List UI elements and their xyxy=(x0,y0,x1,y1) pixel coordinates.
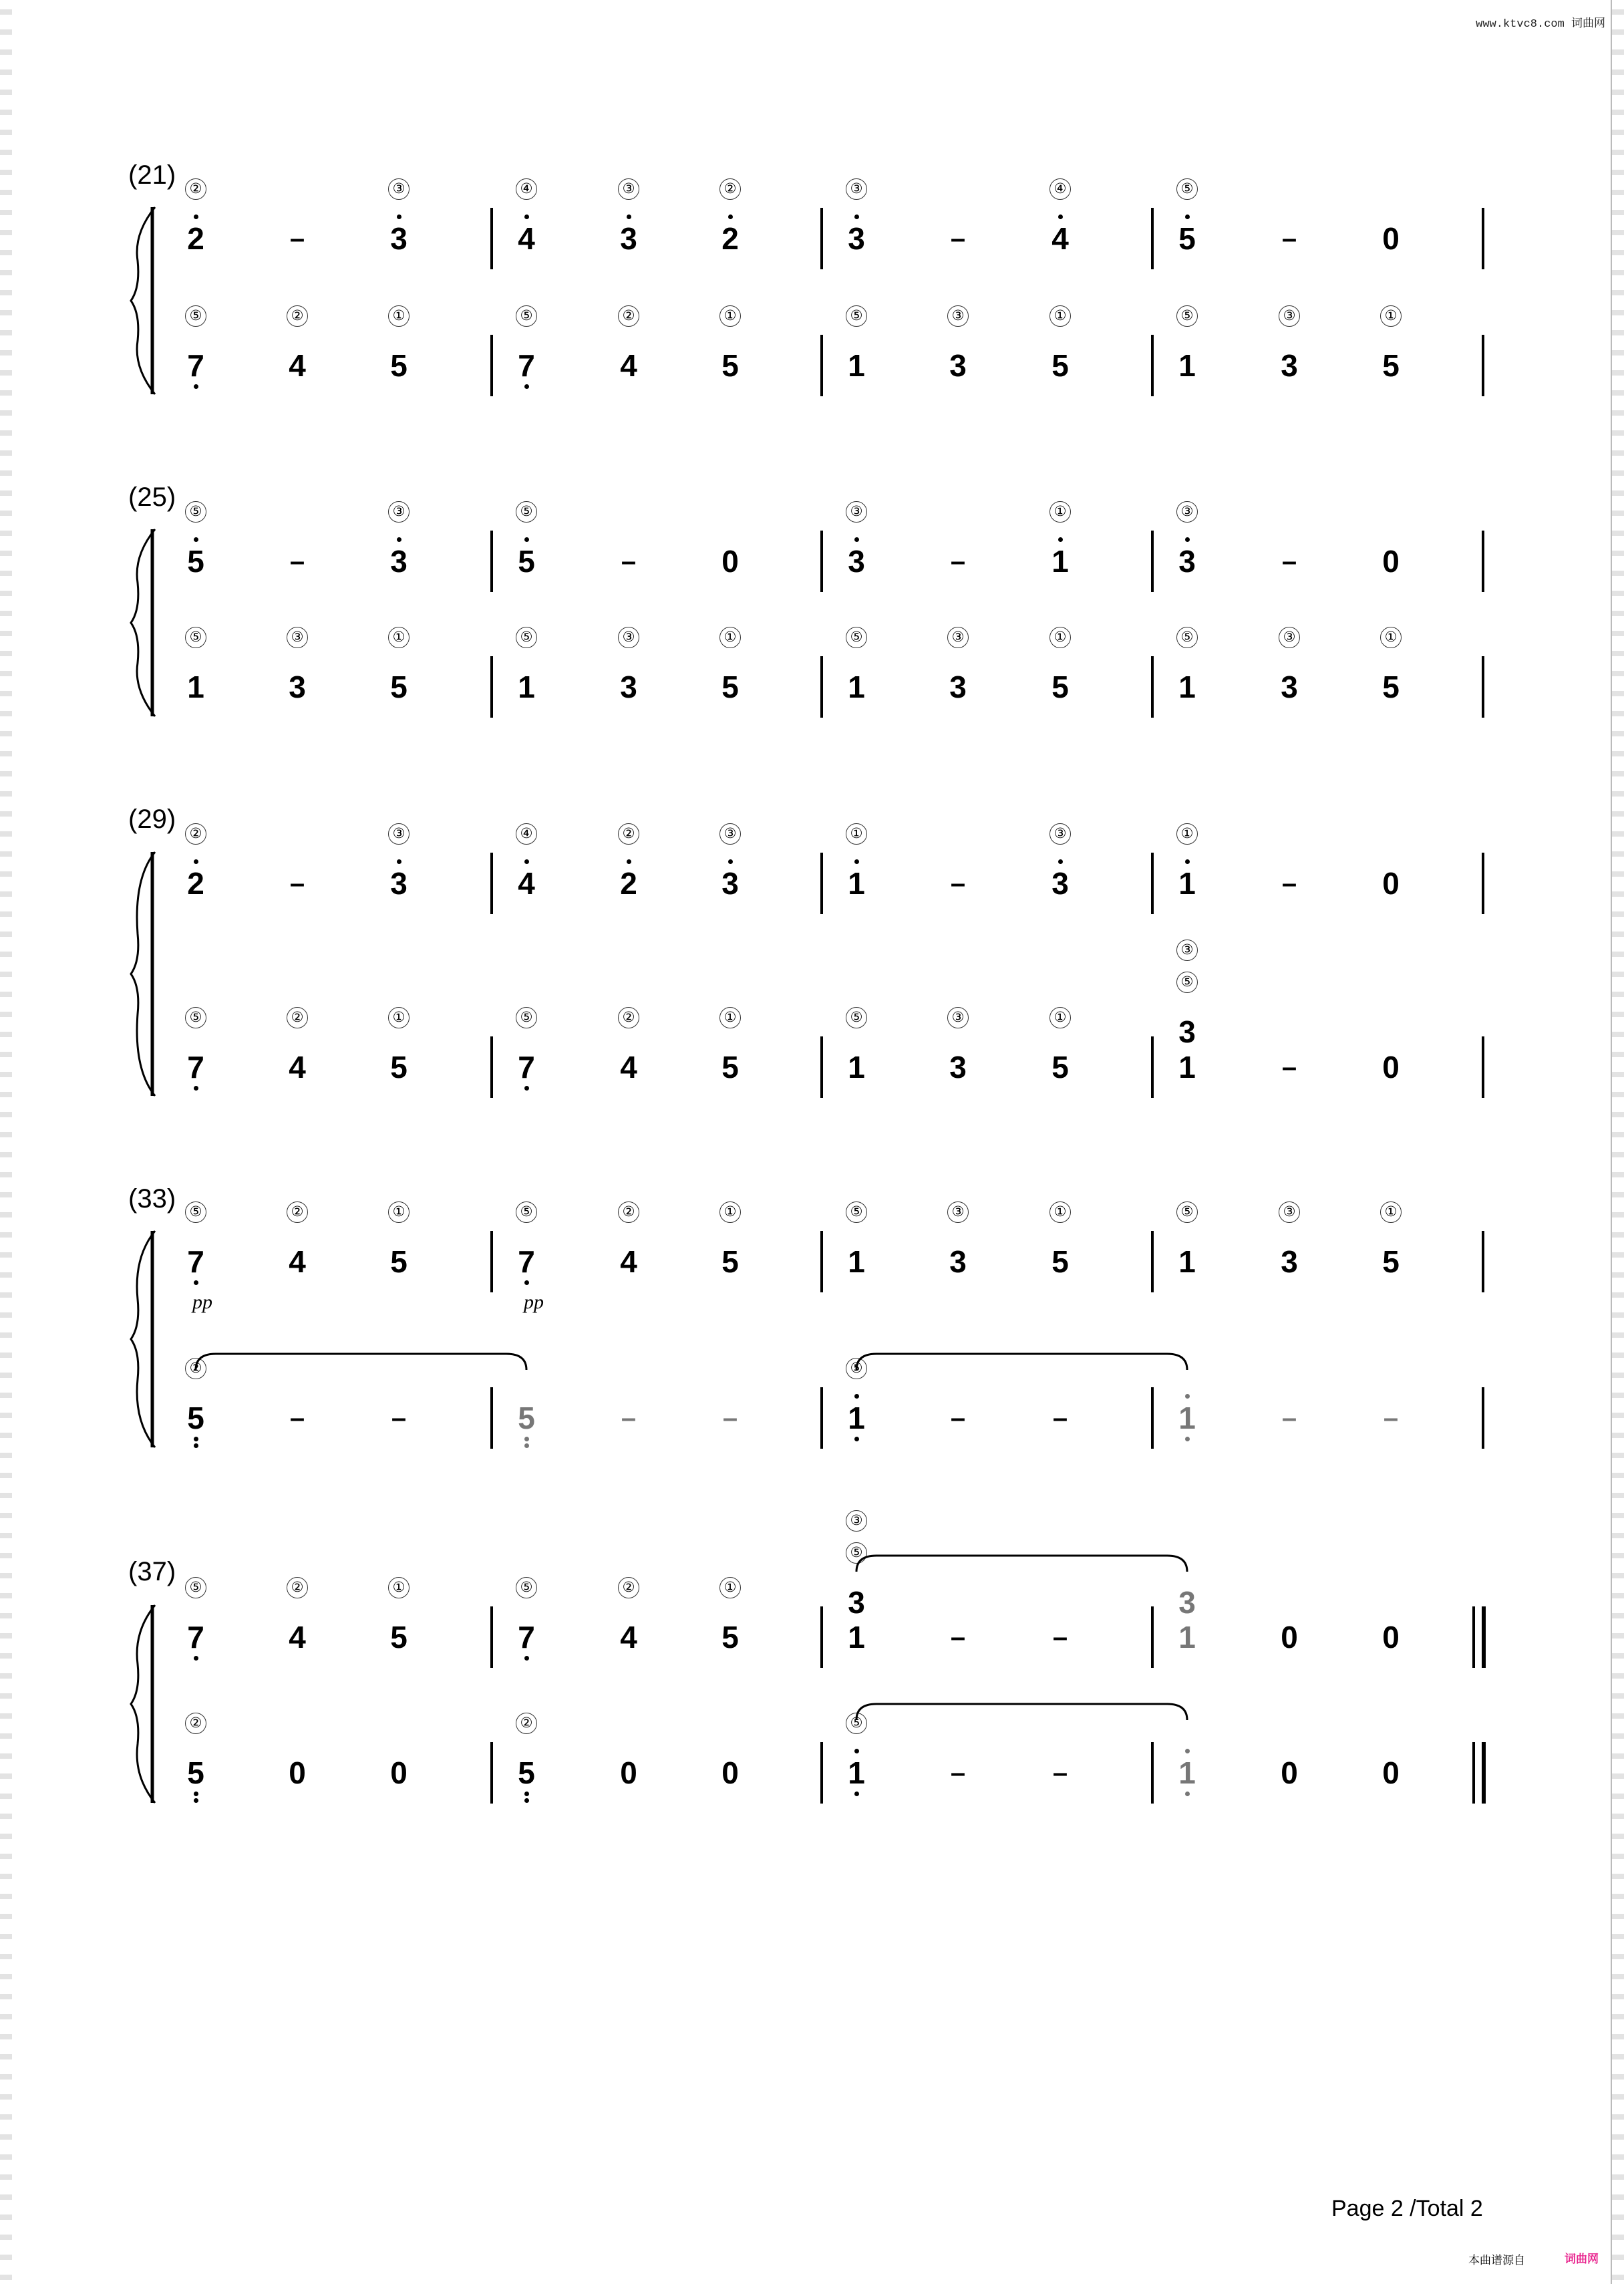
fingering-number: ⑤ xyxy=(185,305,206,327)
note: 1 xyxy=(848,1244,865,1279)
note: 5 xyxy=(1178,221,1196,256)
note: 3 xyxy=(949,670,967,704)
rest-dash: – xyxy=(950,547,966,576)
rest-dash: – xyxy=(1383,1403,1399,1433)
rest-dash: – xyxy=(289,1403,305,1433)
note: 4 xyxy=(620,348,637,383)
fingering-number: ③ xyxy=(947,1007,969,1028)
fingering-number: ① xyxy=(388,1201,410,1223)
fingering-number: ① xyxy=(1049,627,1071,648)
fingering-number: ③ xyxy=(1176,940,1198,961)
fingering-number: ② xyxy=(185,823,206,845)
measure-number: (33) xyxy=(128,1184,176,1214)
note: 3 xyxy=(949,1244,967,1279)
rest-dash: – xyxy=(722,1403,738,1433)
fingering-number: ⑤ xyxy=(516,1007,537,1028)
rest-dash: – xyxy=(950,1403,966,1433)
note: 7 xyxy=(518,1050,535,1085)
note: 5 xyxy=(187,1401,204,1435)
note: 4 xyxy=(289,1244,306,1279)
note: 5 xyxy=(721,348,739,383)
tie xyxy=(856,1354,1187,1370)
measure-number: (29) xyxy=(128,805,176,834)
note: 1 xyxy=(848,1401,865,1435)
fingering-number: ③ xyxy=(947,1201,969,1223)
measure-number: (21) xyxy=(128,160,176,190)
note: 3 xyxy=(1281,1244,1298,1279)
rest-dash: – xyxy=(391,1403,407,1433)
note: 5 xyxy=(390,1620,408,1655)
fingering-number: ① xyxy=(1380,627,1402,648)
note: 5 xyxy=(390,1244,408,1279)
fingering-number: ① xyxy=(1380,305,1402,327)
rest-dash: – xyxy=(1281,224,1297,253)
source-site: 词曲网 xyxy=(1565,2253,1599,2265)
fingering-number: ② xyxy=(618,305,639,327)
note: 5 xyxy=(721,1244,739,1279)
fingering-number: ① xyxy=(719,1201,741,1223)
note: 7 xyxy=(518,348,535,383)
fingering-number: ① xyxy=(719,627,741,648)
note: 7 xyxy=(187,1620,204,1655)
note: 4 xyxy=(289,1050,306,1085)
note: 5 xyxy=(1051,1244,1069,1279)
fingering-number: ③ xyxy=(947,627,969,648)
measure-number: (25) xyxy=(128,482,176,512)
note: 1 xyxy=(848,1620,865,1655)
note: 5 xyxy=(518,1755,535,1790)
note: 1 xyxy=(1051,544,1069,579)
fingering-number: ① xyxy=(388,305,410,327)
note: 3 xyxy=(848,1585,865,1620)
rest-dash: – xyxy=(1281,1052,1297,1082)
note: 1 xyxy=(1178,866,1196,901)
note: 5 xyxy=(1051,348,1069,383)
dynamic-pp: pp xyxy=(524,1291,544,1313)
note: 3 xyxy=(289,670,306,704)
note: 7 xyxy=(518,1244,535,1279)
note: 0 xyxy=(289,1755,306,1790)
fingering-number: ② xyxy=(287,1007,308,1028)
note: 1 xyxy=(1178,1401,1196,1435)
note: 0 xyxy=(1382,866,1400,901)
note: 3 xyxy=(1178,1014,1196,1049)
note: 7 xyxy=(518,1620,535,1655)
note: 5 xyxy=(721,1620,739,1655)
note: 1 xyxy=(848,1050,865,1085)
fingering-number: ⑤ xyxy=(185,1007,206,1028)
fingering-number: ⑤ xyxy=(185,1577,206,1598)
fingering-number: ① xyxy=(1049,501,1071,523)
fingering-number: ⑤ xyxy=(185,627,206,648)
rest-dash: – xyxy=(1052,1622,1068,1652)
note: 3 xyxy=(1178,544,1196,579)
note: 1 xyxy=(1178,1050,1196,1085)
note: 1 xyxy=(1178,348,1196,383)
note: 3 xyxy=(390,866,408,901)
fingering-number: ① xyxy=(388,1577,410,1598)
fingering-number: ① xyxy=(719,1577,741,1598)
note: 0 xyxy=(390,1755,408,1790)
fingering-number: ③ xyxy=(1279,627,1300,648)
header-site: www.ktvc8.com 词曲网 xyxy=(1476,18,1605,31)
fingering-number: ⑤ xyxy=(846,305,867,327)
note: 1 xyxy=(1178,670,1196,704)
note: 3 xyxy=(1281,670,1298,704)
note: 4 xyxy=(518,221,535,256)
fingering-number: ⑤ xyxy=(846,1542,867,1564)
fingering-number: ⑤ xyxy=(1176,627,1198,648)
fingering-number: ③ xyxy=(388,823,410,845)
note: 1 xyxy=(848,1755,865,1790)
fingering-number: ③ xyxy=(846,178,867,200)
note: 3 xyxy=(848,221,865,256)
fingering-number: ① xyxy=(1380,1201,1402,1223)
note: 0 xyxy=(721,544,739,579)
fingering-number: ① xyxy=(1176,823,1198,845)
fingering-number: ② xyxy=(287,1201,308,1223)
fingering-number: ③ xyxy=(287,627,308,648)
fingering-number: ② xyxy=(618,823,639,845)
rest-dash: – xyxy=(1052,1403,1068,1433)
note: 5 xyxy=(518,1401,535,1435)
fingering-number: ② xyxy=(287,305,308,327)
fingering-number: ⑤ xyxy=(1176,1201,1198,1223)
note: 5 xyxy=(721,670,739,704)
note: 1 xyxy=(848,348,865,383)
note: 5 xyxy=(1382,348,1400,383)
note: 7 xyxy=(187,1244,204,1279)
note: 0 xyxy=(1382,221,1400,256)
measure-number: (37) xyxy=(128,1557,176,1586)
note: 0 xyxy=(1382,1050,1400,1085)
fingering-number: ① xyxy=(719,305,741,327)
note: 0 xyxy=(1382,1620,1400,1655)
page-indicator: Page 2 /Total 2 xyxy=(1331,2196,1483,2221)
fingering-number: ③ xyxy=(947,305,969,327)
note: 4 xyxy=(620,1244,637,1279)
rest-dash: – xyxy=(950,224,966,253)
fingering-number: ② xyxy=(287,1577,308,1598)
note: 2 xyxy=(620,866,637,901)
fingering-number: ③ xyxy=(618,178,639,200)
note: 4 xyxy=(289,348,306,383)
note: 5 xyxy=(1051,670,1069,704)
tie xyxy=(856,1704,1187,1720)
fingering-number: ② xyxy=(719,178,741,200)
fingering-number: ④ xyxy=(516,823,537,845)
fingering-number: ⑤ xyxy=(516,1577,537,1598)
note: 1 xyxy=(1178,1755,1196,1790)
note: 1 xyxy=(1178,1620,1196,1655)
fingering-number: ⑤ xyxy=(1176,305,1198,327)
rest-dash: – xyxy=(289,547,305,576)
fingering-number: ③ xyxy=(846,501,867,523)
note: 3 xyxy=(848,544,865,579)
rest-dash: – xyxy=(950,1622,966,1652)
note: 4 xyxy=(518,866,535,901)
fingering-number: ① xyxy=(846,823,867,845)
fingering-number: ⑤ xyxy=(846,1358,867,1379)
fingering-number: ③ xyxy=(1279,1201,1300,1223)
rest-dash: – xyxy=(1281,1403,1297,1433)
note: 1 xyxy=(187,670,204,704)
fingering-number: ① xyxy=(1049,305,1071,327)
fingering-number: ③ xyxy=(719,823,741,845)
rest-dash: – xyxy=(950,1758,966,1788)
note: 0 xyxy=(1281,1620,1298,1655)
fingering-number: ⑤ xyxy=(516,305,537,327)
fingering-number: ⑤ xyxy=(846,1713,867,1734)
fingering-number: ① xyxy=(719,1007,741,1028)
fingering-number: ① xyxy=(388,627,410,648)
rest-dash: – xyxy=(621,547,637,576)
fingering-number: ② xyxy=(185,178,206,200)
note: 0 xyxy=(1382,544,1400,579)
note: 5 xyxy=(721,1050,739,1085)
fingering-number: ② xyxy=(185,1713,206,1734)
fingering-number: ① xyxy=(388,1007,410,1028)
note: 5 xyxy=(518,544,535,579)
note: 3 xyxy=(949,1050,967,1085)
fingering-number: ⑤ xyxy=(1176,972,1198,993)
fingering-number: ③ xyxy=(1176,501,1198,523)
fingering-number: ⑤ xyxy=(516,1201,537,1223)
note: 0 xyxy=(620,1755,637,1790)
note: 4 xyxy=(620,1620,637,1655)
note: 5 xyxy=(1382,670,1400,704)
note: 5 xyxy=(187,1755,204,1790)
note: 2 xyxy=(187,221,204,256)
dynamic-pp: pp xyxy=(192,1291,212,1313)
fingering-number: ③ xyxy=(1049,823,1071,845)
fingering-number: ③ xyxy=(1279,305,1300,327)
note: 1 xyxy=(1178,1244,1196,1279)
note: 0 xyxy=(1382,1755,1400,1790)
note: 5 xyxy=(390,670,408,704)
fingering-number: ③ xyxy=(618,627,639,648)
fingering-number: ⑤ xyxy=(516,627,537,648)
rest-dash: – xyxy=(950,869,966,898)
note: 5 xyxy=(187,544,204,579)
rest-dash: – xyxy=(1052,1758,1068,1788)
note: 3 xyxy=(721,866,739,901)
note: 5 xyxy=(390,1050,408,1085)
fingering-number: ③ xyxy=(388,178,410,200)
fingering-number: ② xyxy=(618,1577,639,1598)
note: 3 xyxy=(1178,1585,1196,1620)
note: 0 xyxy=(1281,1755,1298,1790)
fingering-number: ⑤ xyxy=(185,501,206,523)
note: 3 xyxy=(1051,866,1069,901)
fingering-number: ⑤ xyxy=(516,501,537,523)
rest-dash: – xyxy=(289,869,305,898)
rest-dash: – xyxy=(289,224,305,253)
fingering-number: ① xyxy=(1049,1201,1071,1223)
note: 7 xyxy=(187,1050,204,1085)
tie xyxy=(856,1556,1187,1572)
note: 0 xyxy=(721,1755,739,1790)
fingering-number: ⑤ xyxy=(1176,178,1198,200)
note: 3 xyxy=(390,221,408,256)
fingering-number: ⑤ xyxy=(846,627,867,648)
note: 1 xyxy=(848,866,865,901)
note: 3 xyxy=(620,670,637,704)
note: 4 xyxy=(620,1050,637,1085)
fingering-number: ④ xyxy=(516,178,537,200)
rest-dash: – xyxy=(621,1403,637,1433)
source-label: 本曲谱源自 xyxy=(1468,2254,1525,2267)
note: 5 xyxy=(1051,1050,1069,1085)
fingering-number: ③ xyxy=(388,501,410,523)
note: 3 xyxy=(390,544,408,579)
fingering-number: ① xyxy=(1049,1007,1071,1028)
rest-dash: – xyxy=(1281,547,1297,576)
rest-dash: – xyxy=(1281,869,1297,898)
note: 7 xyxy=(187,348,204,383)
note: 1 xyxy=(848,670,865,704)
note: 3 xyxy=(620,221,637,256)
fingering-number: ② xyxy=(618,1007,639,1028)
fingering-number: ④ xyxy=(1049,178,1071,200)
note: 3 xyxy=(1281,348,1298,383)
fingering-number: ③ xyxy=(846,1510,867,1532)
fingering-number: ② xyxy=(618,1201,639,1223)
note: 1 xyxy=(518,670,535,704)
note: 3 xyxy=(949,348,967,383)
fingering-number: ② xyxy=(185,1358,206,1379)
fingering-number: ② xyxy=(516,1713,537,1734)
note: 5 xyxy=(1382,1244,1400,1279)
fingering-number: ⑤ xyxy=(846,1201,867,1223)
tie xyxy=(196,1354,526,1370)
note: 2 xyxy=(187,866,204,901)
note: 2 xyxy=(721,221,739,256)
note: 5 xyxy=(390,348,408,383)
note: 4 xyxy=(1051,221,1069,256)
fingering-number: ⑤ xyxy=(185,1201,206,1223)
note: 4 xyxy=(289,1620,306,1655)
fingering-number: ⑤ xyxy=(846,1007,867,1028)
